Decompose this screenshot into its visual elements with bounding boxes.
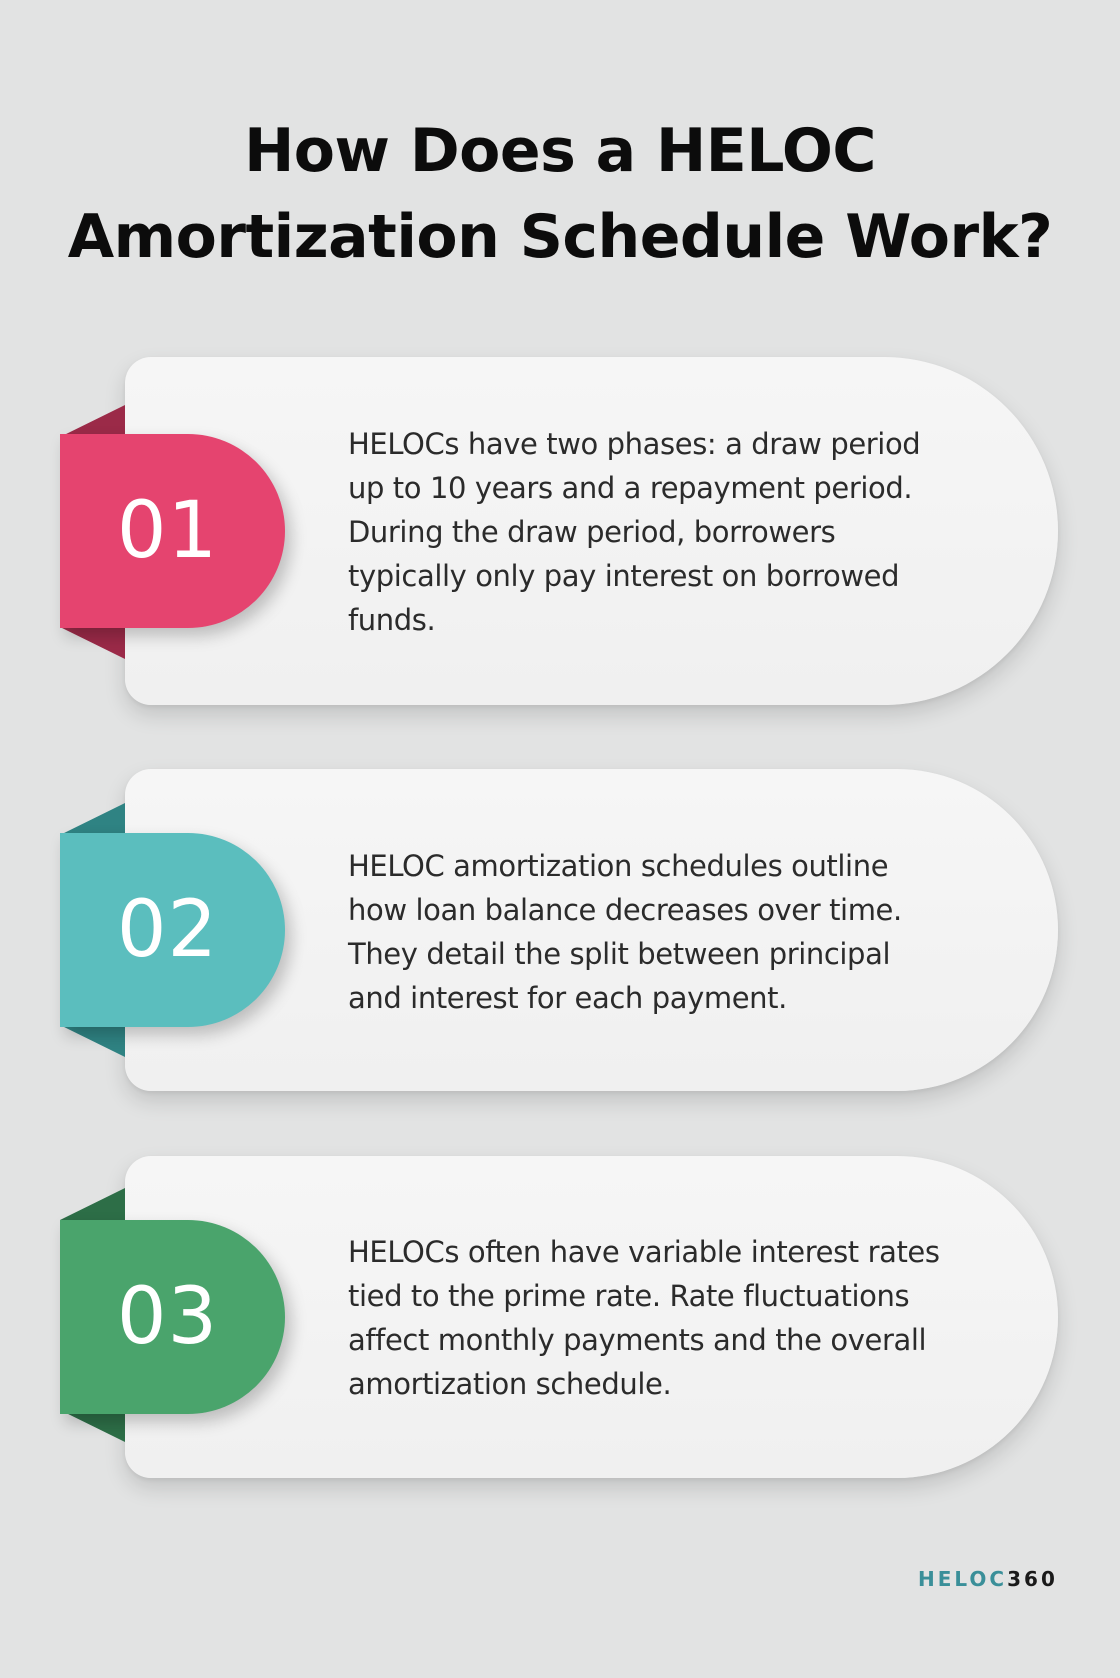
step-number: 03 <box>116 1272 219 1362</box>
fold-top <box>60 1188 125 1220</box>
step-01 <box>0 357 1120 705</box>
step-number-badge <box>60 434 285 628</box>
fold-top <box>60 803 125 835</box>
fold-top <box>60 405 125 437</box>
step-number: 01 <box>116 486 219 576</box>
step-description: HELOC amortization schedules outline how loan balance decreases over time. They detail the split between principal and interest for each payment. <box>348 849 902 1015</box>
title-line-1: How Does a HELOC <box>244 116 876 186</box>
fold-bottom <box>60 1025 125 1057</box>
fold-bottom <box>60 627 125 659</box>
step-number-badge <box>60 833 285 1027</box>
step-number-badge <box>60 1220 285 1414</box>
step-03 <box>0 1156 1120 1478</box>
page-title <box>0 108 1120 280</box>
logo-text-360: 360 <box>1007 1567 1058 1591</box>
fold-bottom <box>60 1410 125 1442</box>
step-02 <box>0 769 1120 1091</box>
title-line-2: Amortization Schedule Work? <box>67 202 1053 272</box>
brand-logo <box>918 1566 1063 1592</box>
step-number: 02 <box>116 885 219 975</box>
step-description: HELOCs have two phases: a draw period up to 10 years and a repayment period. During the draw period, borrowers typically only pay interest on borrowed funds. <box>348 427 921 637</box>
logo-text-heloc: HELOC <box>918 1567 1008 1591</box>
step-description: HELOCs often have variable interest rates tied to the prime rate. Rate fluctuations affect monthly payments and the overall amortization schedule. <box>348 1235 940 1401</box>
